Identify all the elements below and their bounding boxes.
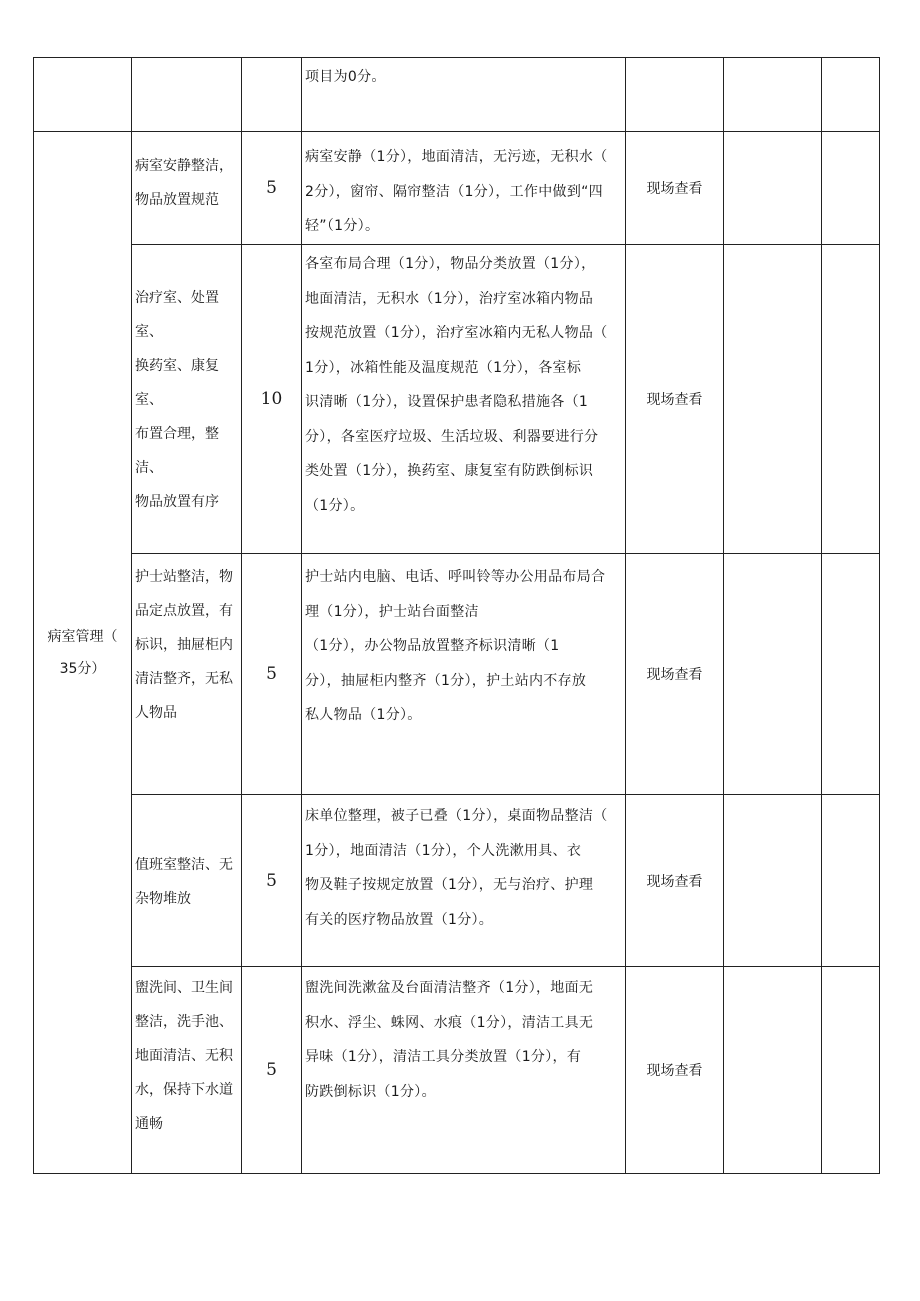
blank-cell bbox=[822, 58, 880, 132]
method-cell: 现场查看 bbox=[626, 554, 724, 795]
blank-cell bbox=[822, 554, 880, 795]
table-row bbox=[34, 554, 880, 795]
blank-cell bbox=[822, 132, 880, 245]
item-cell bbox=[132, 795, 242, 967]
table-row bbox=[34, 245, 880, 554]
score-cell: 5 bbox=[242, 554, 302, 795]
item-text: 值班室整洁、无 杂物堆放 bbox=[135, 856, 233, 907]
item-cell bbox=[132, 967, 242, 1174]
blank-cell bbox=[724, 554, 822, 795]
item-text: 治疗室、处置室、 换药室、康复室、 布置合理，整洁、 物品放置有序 bbox=[135, 290, 219, 510]
table-row bbox=[34, 967, 880, 1174]
standard-text: 项目为0分。 bbox=[305, 69, 386, 85]
score-cell: 5 bbox=[242, 795, 302, 967]
item-cell bbox=[132, 132, 242, 245]
blank-cell bbox=[724, 132, 822, 245]
method-cell bbox=[626, 58, 724, 132]
score-cell bbox=[242, 58, 302, 132]
item-cell bbox=[132, 554, 242, 795]
table-row bbox=[34, 132, 880, 245]
item-cell bbox=[132, 245, 242, 554]
method-cell: 现场查看 bbox=[626, 795, 724, 967]
standard-text: 盥洗间洗漱盆及台面清洁整齐（1分），地面无 积水、浮尘、蛛网、水痕（1分），清洁工具无 异味（1分），清洁工具分类放置（1分），有 防跌倒标识（1分）。 bbox=[305, 980, 594, 1100]
standard-cell bbox=[302, 58, 626, 132]
blank-cell bbox=[822, 967, 880, 1174]
item-text: 护士站整洁，物 品定点放置，有 标识，抽屉柜内 清洁整齐，无私 人物品 bbox=[135, 569, 233, 721]
standard-cell bbox=[302, 795, 626, 967]
item-cell bbox=[132, 58, 242, 132]
table-row bbox=[34, 795, 880, 967]
score-cell: 10 bbox=[242, 245, 302, 554]
standard-cell bbox=[302, 967, 626, 1174]
standard-cell bbox=[302, 132, 626, 245]
method-cell: 现场查看 bbox=[626, 245, 724, 554]
standard-text: 各室布局合理（1分），物品分类放置（1分）， 地面清洁，无积水（1分），治疗室冰箱内物品 按规范放置（1分），治疗室冰箱内无私人物品（ 1分），冰箱性能及温度规范（1分），各室标 识清晰（1分），设置保护患者隐私措施各（1 分），各室医疗垃圾、生活垃圾、利器要进行分 类处置（1分），换药室、康复室有防跌倒标识 （1分）。 bbox=[305, 256, 608, 514]
standard-cell bbox=[302, 554, 626, 795]
category-cell bbox=[34, 132, 132, 1174]
table-row bbox=[34, 58, 880, 132]
inspection-table bbox=[33, 57, 880, 1174]
blank-cell bbox=[724, 245, 822, 554]
blank-cell bbox=[724, 58, 822, 132]
item-text: 病室安静整洁， 物品放置规范 bbox=[135, 158, 233, 208]
standard-text: 病室安静（1分），地面清洁，无污迹，无积水（ 2分），窗帘、隔帘整洁（1分），工作中做到“四 轻”（1分）。 bbox=[305, 149, 608, 234]
standard-cell bbox=[302, 245, 626, 554]
standard-text: 床单位整理，被子已叠（1分），桌面物品整洁（ 1分），地面清洁（1分），个人洗漱用具、衣 物及鞋子按规定放置（1分），无与治疗、护理 有关的医疗物品放置（1分）。 bbox=[305, 808, 608, 928]
method-cell: 现场查看 bbox=[626, 967, 724, 1174]
category-cell bbox=[34, 58, 132, 132]
item-text: 盥洗间、卫生间 整洁，洗手池、 地面清洁、无积 水，保持下水道 通畅 bbox=[135, 980, 233, 1132]
method-cell: 现场查看 bbox=[626, 132, 724, 245]
blank-cell bbox=[724, 795, 822, 967]
blank-cell bbox=[822, 795, 880, 967]
score-cell: 5 bbox=[242, 132, 302, 245]
score-cell: 5 bbox=[242, 967, 302, 1174]
blank-cell bbox=[822, 245, 880, 554]
blank-cell bbox=[724, 967, 822, 1174]
category-label: 病室管理（ 35分） bbox=[47, 628, 118, 677]
standard-text: 护士站内电脑、电话、呼叫铃等办公用品布局合 理（1分），护士站台面整洁 （1分），办公物品放置整齐标识清晰（1 分），抽屉柜内整齐（1分），护土站内不存放 私人物品（1分）。 bbox=[305, 569, 606, 723]
